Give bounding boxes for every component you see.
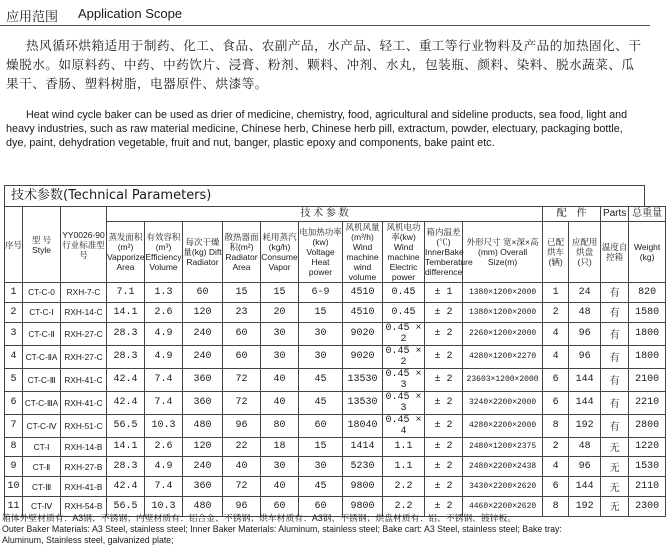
- cell-size: 23603×1200×2000: [463, 368, 543, 391]
- cell-wt: 2100: [629, 368, 666, 391]
- cell-dry: 480: [183, 496, 223, 516]
- cell-wind: 9020: [343, 345, 383, 368]
- cell-std: RXH-51-C: [61, 414, 107, 437]
- table-row: [5, 391, 666, 414]
- cell-area: 28.3: [107, 322, 145, 345]
- cell-rad: 72: [223, 368, 261, 391]
- cell-cart: 1: [543, 283, 569, 303]
- cell-area: 42.4: [107, 477, 145, 497]
- cell-heat: 15: [299, 302, 343, 322]
- cell-wt: 1580: [629, 302, 666, 322]
- cell-rad: 72: [223, 477, 261, 497]
- cell-ctrl: 无: [601, 437, 629, 457]
- cell-cart: 4: [543, 322, 569, 345]
- cell-tray: 144: [569, 391, 601, 414]
- cell-wpow: 2.2: [383, 477, 425, 497]
- cell-dry: 360: [183, 368, 223, 391]
- cell-no: 11: [5, 496, 23, 516]
- cell-size: 4280×1200×2270: [463, 345, 543, 368]
- cell-cart: 6: [543, 391, 569, 414]
- cell-tray: 192: [569, 414, 601, 437]
- col-radiator-area: 散热器面积(m²) Radiator Area: [223, 222, 261, 283]
- cell-rad: 15: [223, 283, 261, 303]
- cell-tray: 144: [569, 368, 601, 391]
- cell-steam: 60: [261, 496, 299, 516]
- cell-heat: 45: [299, 391, 343, 414]
- col-weight: Weight (kg): [629, 222, 666, 283]
- cell-rad: 60: [223, 322, 261, 345]
- cell-tray: 48: [569, 437, 601, 457]
- cell-tray: 24: [569, 283, 601, 303]
- group-tech-params: 技 术 参 数: [107, 207, 543, 222]
- col-style: 型 号 Style: [23, 207, 61, 283]
- cell-wind: 13530: [343, 391, 383, 414]
- cell-wpow: 0.45 × 4: [383, 414, 425, 437]
- cell-no: 5: [5, 368, 23, 391]
- cell-steam: 20: [261, 302, 299, 322]
- cell-vol: 7.4: [145, 477, 183, 497]
- cell-dry: 120: [183, 437, 223, 457]
- cell-steam: 18: [261, 437, 299, 457]
- cell-no: 7: [5, 414, 23, 437]
- cell-dry: 480: [183, 414, 223, 437]
- cell-dry: 360: [183, 477, 223, 497]
- intro-paragraph-cn: 热风循环烘箱适用于制药、化工、食品、农副产品，水产品、轻工、重工等行业物料及产品的加热固化、干燥脱水。如原料药、中药、中药饮片、浸膏、粉剂、颗料、冲剂、水丸，包装瓶、颜料、染料、脱水蔬菜、瓜果干、香肠、塑料树脂，电器原件、烘漆等。: [6, 38, 642, 91]
- cell-size: 4460×2200×2620: [463, 496, 543, 516]
- cell-steam: 30: [261, 457, 299, 477]
- cell-wpow: 0.45 × 2: [383, 322, 425, 345]
- cell-dry: 60: [183, 283, 223, 303]
- cell-wind: 13530: [343, 368, 383, 391]
- col-wind-volume: 风机风量(m³/h) Wind machine wind volume: [343, 222, 383, 283]
- group-total-weight: 总重量: [629, 207, 666, 222]
- cell-style: CT-C-ⅢA: [23, 391, 61, 414]
- cell-std: RXH-41-C: [61, 391, 107, 414]
- cell-ctrl: 有: [601, 391, 629, 414]
- cell-tray: 48: [569, 302, 601, 322]
- cell-no: 9: [5, 457, 23, 477]
- cell-wt: 2210: [629, 391, 666, 414]
- technical-parameters-table: [4, 185, 663, 517]
- cell-dry: 120: [183, 302, 223, 322]
- cell-wind: 9800: [343, 477, 383, 497]
- cell-size: 3430×2200×2620: [463, 477, 543, 497]
- cell-wpow: 0.45 × 3: [383, 391, 425, 414]
- cell-style: CT-C-Ⅰ: [23, 302, 61, 322]
- col-temp-diff: 箱内温差(℃) InnerBake Temberature difference: [425, 222, 463, 283]
- cell-area: 28.3: [107, 457, 145, 477]
- cell-size: 1380×1200×2000: [463, 283, 543, 303]
- cell-heat: 45: [299, 368, 343, 391]
- cell-wt: 1800: [629, 345, 666, 368]
- cell-style: CT-Ⅳ: [23, 496, 61, 516]
- cell-dry: 240: [183, 322, 223, 345]
- cell-ctrl: 有: [601, 345, 629, 368]
- cell-wpow: 0.45: [383, 302, 425, 322]
- cell-vol: 10.3: [145, 496, 183, 516]
- cell-wind: 9800: [343, 496, 383, 516]
- cell-tray: 96: [569, 322, 601, 345]
- cell-cart: 8: [543, 496, 569, 516]
- cell-wpow: 2.2: [383, 496, 425, 516]
- cell-wt: 1530: [629, 457, 666, 477]
- cell-no: 1: [5, 283, 23, 303]
- table-row: [5, 345, 666, 368]
- cell-temp: ± 2: [425, 437, 463, 457]
- cell-vol: 1.3: [145, 283, 183, 303]
- cell-vol: 7.4: [145, 391, 183, 414]
- table-row: [5, 302, 666, 322]
- cell-steam: 40: [261, 391, 299, 414]
- cell-std: RXH-27-B: [61, 457, 107, 477]
- cell-no: 3: [5, 322, 23, 345]
- cell-wind: 18040: [343, 414, 383, 437]
- cell-ctrl: 有: [601, 414, 629, 437]
- cell-heat: 15: [299, 437, 343, 457]
- cell-ctrl: 有: [601, 302, 629, 322]
- cell-style: CT-C-Ⅳ: [23, 414, 61, 437]
- cell-area: 7.1: [107, 283, 145, 303]
- cell-temp: ± 2: [425, 414, 463, 437]
- materials-note-cn: 箱体外壁材质有：A3钢、不锈钢；内壁材质有：铝合金、不锈钢；烘车材质有：A3钢、不锈钢；烘盘材质有：铝、不锈钢、镀锌板。: [2, 513, 517, 523]
- cell-size: 2480×1200×2375: [463, 437, 543, 457]
- cell-vol: 2.6: [145, 437, 183, 457]
- cell-heat: 60: [299, 414, 343, 437]
- cell-rad: 96: [223, 414, 261, 437]
- cell-ctrl: 有: [601, 368, 629, 391]
- col-steam: 耗用蒸汽(kg/h) Consume Vapor: [261, 222, 299, 283]
- cell-area: 56.5: [107, 414, 145, 437]
- cell-ctrl: 无: [601, 496, 629, 516]
- table-row: [5, 437, 666, 457]
- cell-size: 2260×1200×2000: [463, 322, 543, 345]
- cell-area: 14.1: [107, 437, 145, 457]
- table-row: [5, 283, 666, 303]
- cell-tray: 192: [569, 496, 601, 516]
- cell-cart: 4: [543, 457, 569, 477]
- cell-area: 56.5: [107, 496, 145, 516]
- cell-temp: ± 2: [425, 345, 463, 368]
- cell-steam: 40: [261, 368, 299, 391]
- section-header: [0, 0, 650, 26]
- materials-note-en-1: Outer Baker Materials: A3 Steel, stainless steel; Inner Baker Materials: Aluminum, stainless steel; Bake cart: A3 Steel, stainless steel; Bake tray:: [2, 524, 562, 534]
- section-title-en: Application Scope: [78, 6, 183, 21]
- cell-std: RXH-27-C: [61, 322, 107, 345]
- cell-temp: ± 2: [425, 457, 463, 477]
- section-title-cn: 应用范围: [6, 10, 59, 25]
- cell-area: 42.4: [107, 391, 145, 414]
- cell-tray: 96: [569, 457, 601, 477]
- cell-wt: 2300: [629, 496, 666, 516]
- cell-cart: 8: [543, 414, 569, 437]
- group-parts-cn: 配 件: [543, 207, 601, 222]
- table-title: 技术参数(Technical Parameters): [4, 185, 645, 206]
- col-dry-amount: 每次干燥量(kg) Dift Radiator: [183, 222, 223, 283]
- cell-wind: 4510: [343, 283, 383, 303]
- cell-ctrl: 无: [601, 477, 629, 497]
- col-standard: YY0026-90行业标准型号: [61, 207, 107, 283]
- cell-dry: 360: [183, 391, 223, 414]
- cell-vol: 4.9: [145, 457, 183, 477]
- cell-std: RXH-54-B: [61, 496, 107, 516]
- cell-temp: ± 2: [425, 368, 463, 391]
- cell-steam: 40: [261, 477, 299, 497]
- cell-std: RXH-14-C: [61, 302, 107, 322]
- cell-heat: 45: [299, 477, 343, 497]
- cell-vol: 7.4: [145, 368, 183, 391]
- col-trays: 应配用烘盘(只): [569, 222, 601, 283]
- cell-wt: 2800: [629, 414, 666, 437]
- cell-std: RXH-7-C: [61, 283, 107, 303]
- cell-wpow: 0.45 × 2: [383, 345, 425, 368]
- cell-dry: 240: [183, 457, 223, 477]
- col-wind-power: 风机电功率(kw) Wind machine Electric power: [383, 222, 425, 283]
- cell-size: 2480×2200×2438: [463, 457, 543, 477]
- cell-cart: 2: [543, 437, 569, 457]
- table-row: [5, 477, 666, 497]
- cell-style: CT-C-Ⅱ: [23, 322, 61, 345]
- cell-heat: 30: [299, 457, 343, 477]
- cell-wt: 1220: [629, 437, 666, 457]
- cell-std: RXH-41-C: [61, 368, 107, 391]
- cell-cart: 2: [543, 302, 569, 322]
- cell-rad: 40: [223, 457, 261, 477]
- parameters-grid: [4, 206, 666, 517]
- cell-temp: ± 2: [425, 302, 463, 322]
- cell-cart: 6: [543, 477, 569, 497]
- cell-no: 4: [5, 345, 23, 368]
- cell-heat: 6-9: [299, 283, 343, 303]
- cell-steam: 15: [261, 283, 299, 303]
- cell-rad: 96: [223, 496, 261, 516]
- col-overall-size: 外形尺寸 宽×深×高(mm) Overall Size(m): [463, 222, 543, 283]
- materials-note-en-2: Aluminum, Stainless steel, galvanized plate;: [2, 535, 174, 545]
- cell-wt: 1800: [629, 322, 666, 345]
- cell-dry: 240: [183, 345, 223, 368]
- cell-steam: 30: [261, 345, 299, 368]
- table-row: [5, 457, 666, 477]
- col-heat-power: 电加热功率(kw) Voltage Heat power: [299, 222, 343, 283]
- intro-paragraph-en: Heat wind cycle baker can be used as drier of medicine, chemistry, food, agricultural and sideline products, sea food, light and heavy industries, such as raw material medicine, Chinese herb, Chinese herb pill, extractum, powder, electuary, packaging bottle, dye, paint, dehydration vegetable, fruit and nut, banger, plastic epoxy and components, bake paint etc.: [6, 109, 628, 149]
- cell-wt: 2110: [629, 477, 666, 497]
- cell-temp: ± 2: [425, 496, 463, 516]
- cell-rad: 22: [223, 437, 261, 457]
- cell-steam: 80: [261, 414, 299, 437]
- col-cart: 已配烘车(辆): [543, 222, 569, 283]
- cell-cart: 4: [543, 345, 569, 368]
- cell-style: CT-Ⅲ: [23, 477, 61, 497]
- cell-wind: 1414: [343, 437, 383, 457]
- cell-rad: 23: [223, 302, 261, 322]
- cell-vol: 4.9: [145, 345, 183, 368]
- cell-wind: 5230: [343, 457, 383, 477]
- cell-std: RXH-41-B: [61, 477, 107, 497]
- cell-ctrl: 无: [601, 457, 629, 477]
- cell-heat: 60: [299, 496, 343, 516]
- cell-style: CT-Ⅰ: [23, 437, 61, 457]
- table-row: [5, 368, 666, 391]
- table-body: [5, 283, 666, 517]
- cell-rad: 72: [223, 391, 261, 414]
- cell-style: CT-C-ⅡA: [23, 345, 61, 368]
- cell-vol: 4.9: [145, 322, 183, 345]
- cell-size: 1380×1200×2000: [463, 302, 543, 322]
- cell-ctrl: 有: [601, 322, 629, 345]
- cell-wpow: 1.1: [383, 437, 425, 457]
- cell-area: 42.4: [107, 368, 145, 391]
- cell-no: 10: [5, 477, 23, 497]
- cell-temp: ± 2: [425, 477, 463, 497]
- cell-std: RXH-14-B: [61, 437, 107, 457]
- cell-temp: ± 2: [425, 391, 463, 414]
- cell-wpow: 0.45: [383, 283, 425, 303]
- cell-tray: 96: [569, 345, 601, 368]
- table-row: [5, 414, 666, 437]
- cell-ctrl: 有: [601, 283, 629, 303]
- cell-cart: 6: [543, 368, 569, 391]
- group-parts-en: Parts: [601, 207, 629, 222]
- cell-style: CT-C-0: [23, 283, 61, 303]
- col-no: 序号: [5, 207, 23, 283]
- cell-vol: 2.6: [145, 302, 183, 322]
- cell-wpow: 0.45 × 3: [383, 368, 425, 391]
- header-divider: [0, 25, 650, 26]
- cell-vol: 10.3: [145, 414, 183, 437]
- cell-temp: ± 2: [425, 322, 463, 345]
- cell-heat: 30: [299, 345, 343, 368]
- cell-style: CT-Ⅱ: [23, 457, 61, 477]
- col-efficiency-volume: 有效容积(m³) Efficiency Volume: [145, 222, 183, 283]
- col-vaporize-area: 蒸发面积(m²) Vapporize Area: [107, 222, 145, 283]
- cell-rad: 60: [223, 345, 261, 368]
- cell-std: RXH-27-C: [61, 345, 107, 368]
- materials-note: [2, 513, 648, 546]
- cell-wt: 820: [629, 283, 666, 303]
- table-row: [5, 322, 666, 345]
- cell-wind: 9020: [343, 322, 383, 345]
- cell-temp: ± 1: [425, 283, 463, 303]
- cell-steam: 30: [261, 322, 299, 345]
- col-temp-control: 温度自控箱: [601, 222, 629, 283]
- cell-tray: 144: [569, 477, 601, 497]
- cell-heat: 30: [299, 322, 343, 345]
- cell-no: 2: [5, 302, 23, 322]
- cell-wind: 4510: [343, 302, 383, 322]
- cell-no: 8: [5, 437, 23, 457]
- cell-style: CT-C-Ⅲ: [23, 368, 61, 391]
- cell-area: 28.3: [107, 345, 145, 368]
- cell-wpow: 1.1: [383, 457, 425, 477]
- cell-size: 4280×2200×2000: [463, 414, 543, 437]
- cell-no: 6: [5, 391, 23, 414]
- cell-area: 14.1: [107, 302, 145, 322]
- cell-size: 3240×2200×2000: [463, 391, 543, 414]
